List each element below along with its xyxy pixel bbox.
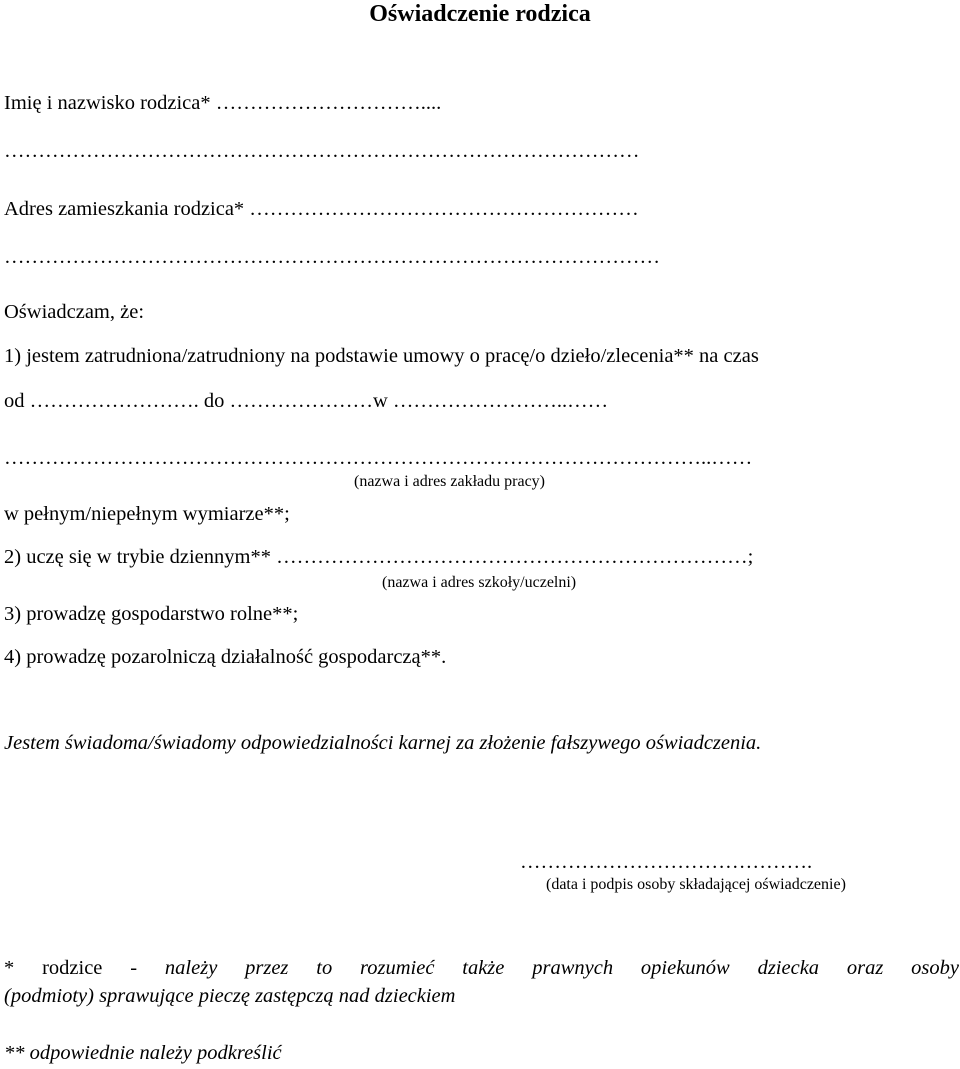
footnote-parents-prefix: * rodzice -: [4, 957, 165, 979]
item-employment-dates: od ……………………. do …………………w ……………………..……: [4, 390, 609, 412]
item-employment: 1) jestem zatrudniona/zatrudniony na podstawie umowy o pracę/o dzieło/zlecenia** na czas: [4, 345, 759, 367]
signature-dots: …………………………………….: [520, 851, 813, 873]
footnote-parents-line1: [4, 954, 959, 982]
parent-name-field: Imię i nazwisko rodzica* …………………………....: [4, 92, 442, 114]
parent-address-continuation: ……………………………………………………………………………………: [4, 246, 660, 268]
declaration-heading: Oświadczam, że:: [4, 301, 145, 323]
workplace-caption: (nazwa i adres zakładu pracy): [354, 473, 545, 490]
footnote-parents-line2: (podmioty) sprawujące pieczę zastępczą nad dzieckiem: [4, 985, 456, 1007]
item-employment-scope: w pełnym/niepełnym wymiarze**;: [4, 503, 290, 525]
footnote-parents-definition: należy przez to rozumieć także prawnych opiekunów dziecka oraz osoby: [164, 957, 959, 979]
footnote-underline: ** odpowiednie należy podkreślić: [4, 1042, 282, 1064]
parent-name-continuation: …………………………………………………………………………………: [4, 140, 640, 162]
liability-statement: Jestem świadoma/świadomy odpowiedzialności karnej za złożenie fałszywego oświadczenia.: [4, 732, 762, 754]
signature-caption: (data i podpis osoby składającej oświadczenie): [546, 876, 846, 893]
parent-address-field: Adres zamieszkania rodzica* …………………………………………………: [4, 198, 639, 220]
school-caption: (nazwa i adres szkoły/uczelni): [382, 574, 577, 591]
item-study: 2) uczę się w trybie dziennym** ……………………………………………………………;: [4, 546, 754, 568]
item-business: 4) prowadzę pozarolniczą działalność gospodarczą**.: [4, 646, 447, 668]
item-employment-workplace-dots: …………………………………………………………………………………………..……: [4, 447, 753, 469]
document-title: Oświadczenie rodzica: [369, 1, 591, 27]
item-farm: 3) prowadzę gospodarstwo rolne**;: [4, 603, 299, 625]
